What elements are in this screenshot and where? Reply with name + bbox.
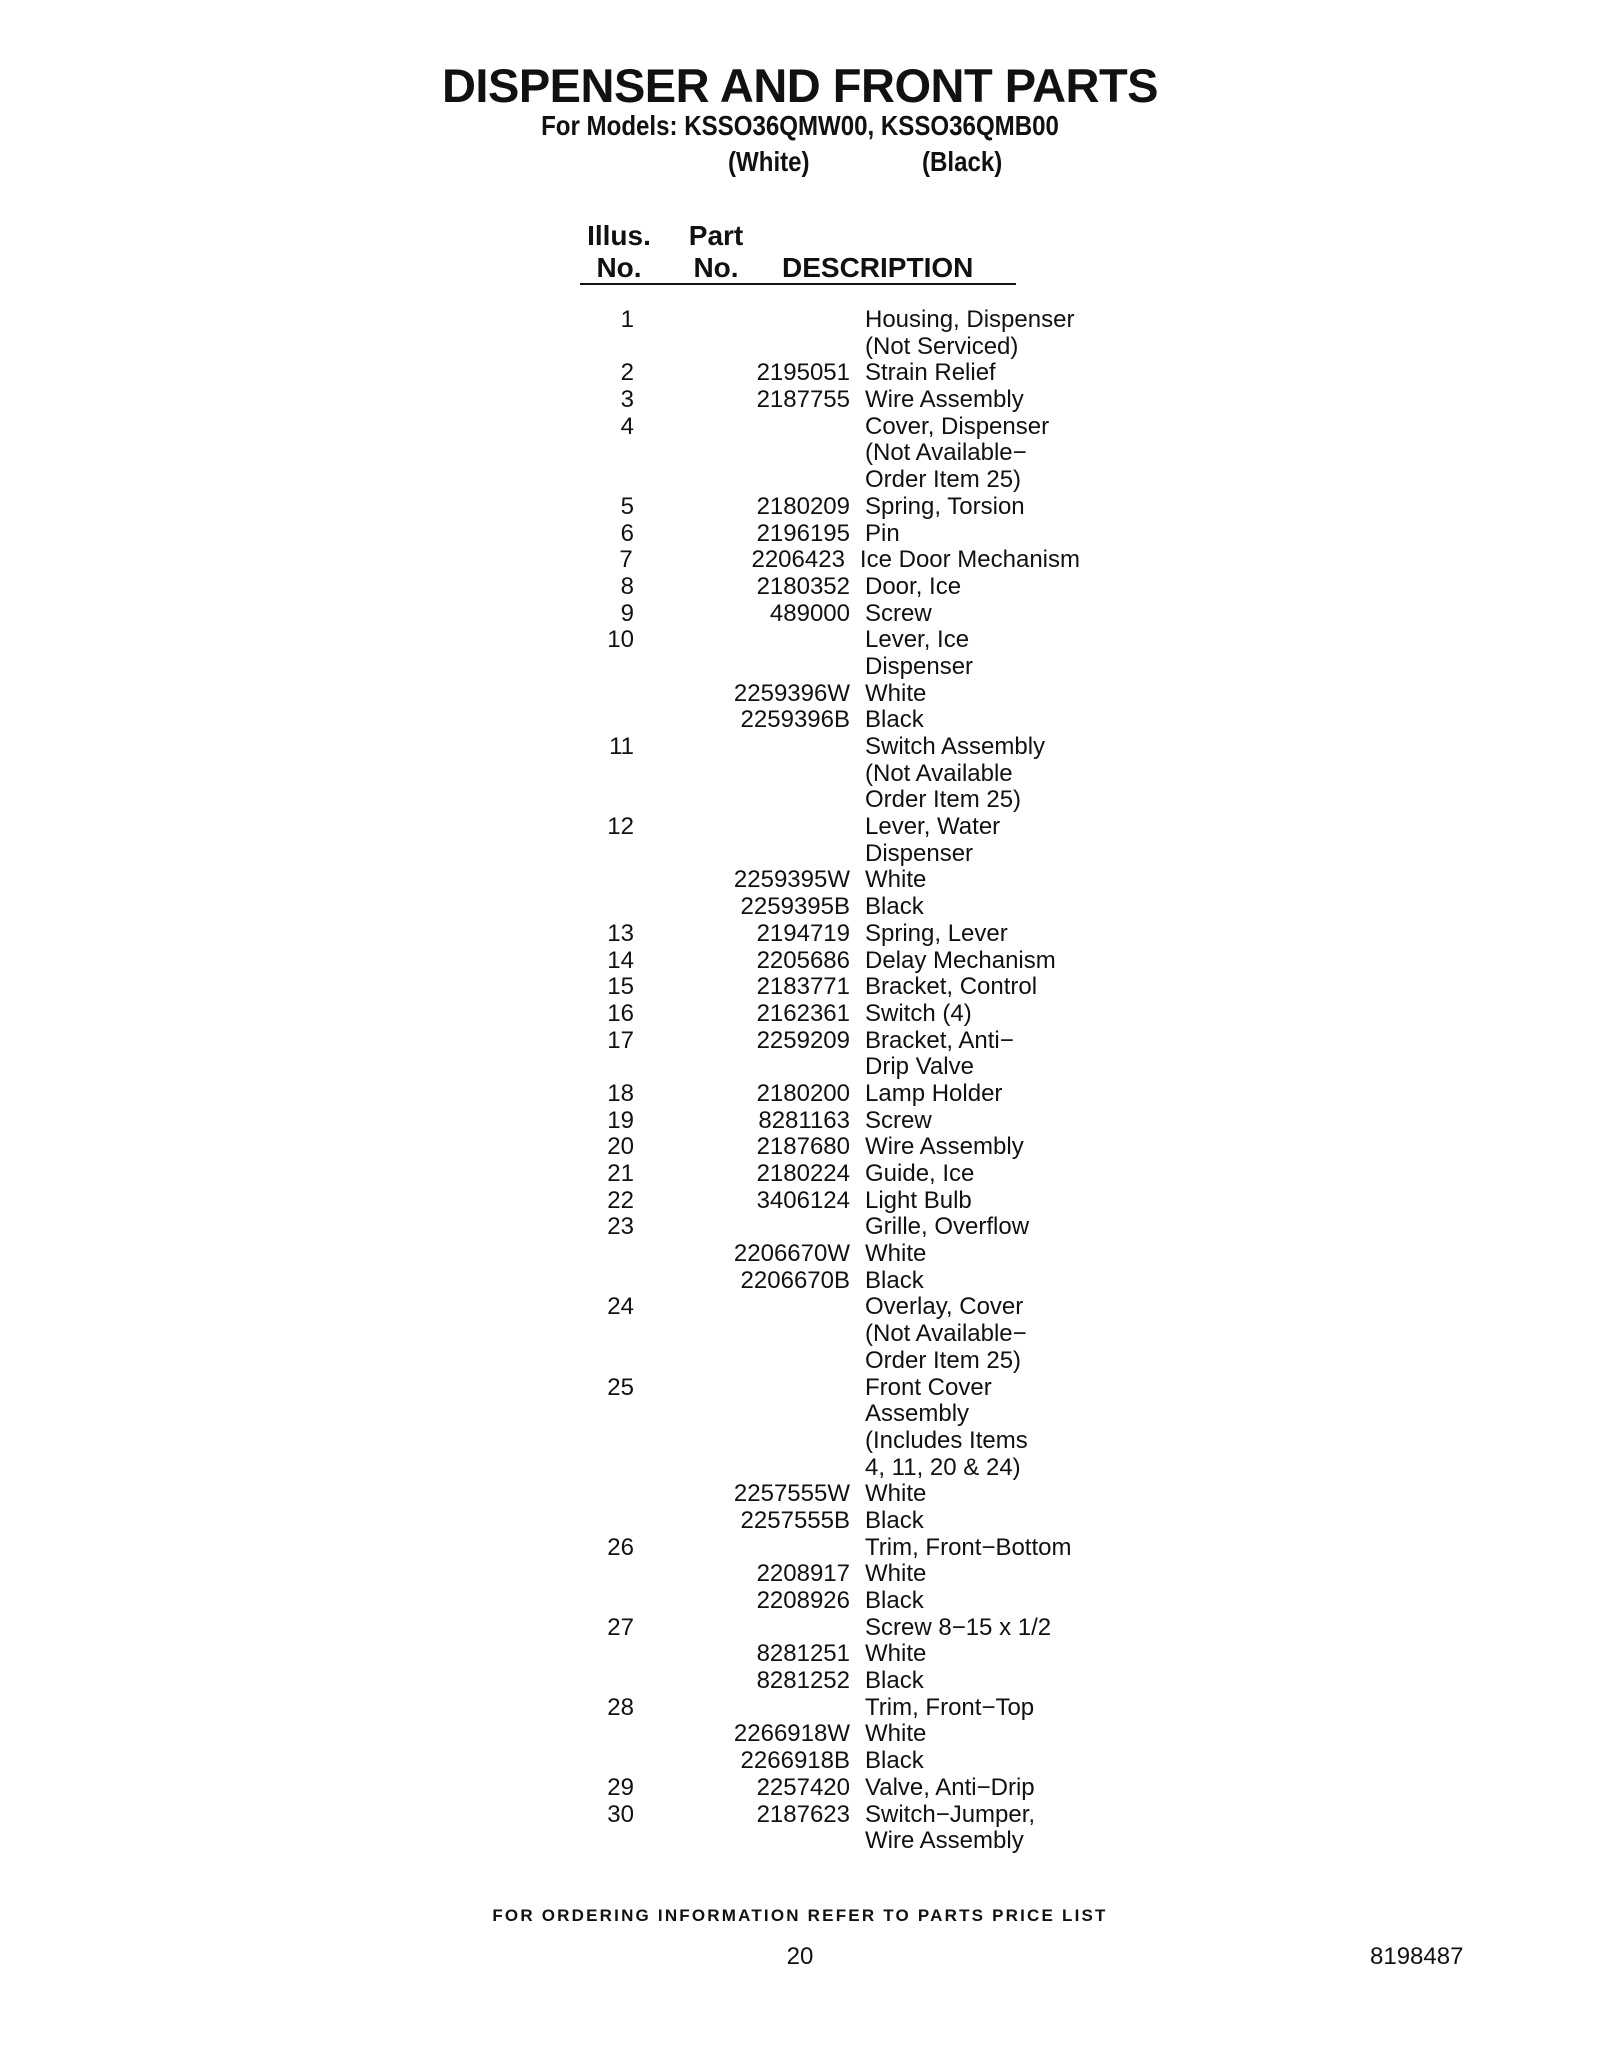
part-no-cell: 2183771 [756, 973, 850, 1001]
parts-row [560, 867, 1080, 894]
description-cell: Black [865, 1506, 924, 1534]
description-cell: White [865, 1640, 927, 1668]
illus-no-cell: 24 [607, 1293, 634, 1321]
variant-black-label: (Black) [922, 146, 1003, 177]
description-cell: Wire Assembly [865, 1827, 1024, 1855]
parts-row [560, 1748, 1080, 1775]
illus-no-cell [560, 841, 634, 868]
description-cell: Switch (4) [865, 999, 972, 1027]
part-no-cell: 2208917 [756, 1560, 850, 1588]
part-no-cell: 2205686 [756, 946, 850, 974]
parts-row [560, 1508, 1080, 1535]
illus-no-cell: 3 [620, 386, 634, 414]
parts-row [560, 1001, 1080, 1028]
description-cell: White [865, 1560, 927, 1588]
part-no-cell [634, 841, 850, 868]
description-cell: Wire Assembly [865, 1133, 1024, 1161]
illus-no-cell: 17 [607, 1026, 634, 1054]
parts-row [560, 948, 1080, 975]
part-no-cell: 2257555B [740, 1506, 850, 1534]
part-no-cell [634, 467, 850, 494]
illus-no-cell: 8 [620, 572, 634, 600]
part-no-cell: 2257555W [733, 1480, 850, 1508]
parts-row [560, 1535, 1080, 1562]
part-no-cell: 2196195 [756, 519, 850, 547]
description-cell: Guide, Ice [865, 1160, 975, 1187]
part-no-cell: 2194719 [756, 919, 850, 947]
illus-no-cell: 21 [607, 1160, 634, 1187]
description-cell: Light Bulb [865, 1186, 972, 1214]
description-cell: Black [865, 1266, 924, 1294]
variant-white-label: (White) [728, 146, 810, 177]
part-no-cell: 489000 [769, 599, 850, 627]
description-cell: Overlay, Cover [865, 1293, 1024, 1321]
parts-row [560, 1348, 1080, 1375]
illus-no-cell: 2 [620, 359, 634, 387]
parts-row [560, 1108, 1080, 1135]
column-header-part-no: No. [693, 252, 739, 283]
part-no-cell [634, 1455, 850, 1482]
parts-row [560, 1828, 1080, 1855]
illus-no-cell: 30 [607, 1800, 634, 1828]
parts-row [560, 494, 1080, 521]
parts-row [560, 387, 1080, 414]
part-no-cell: 2180224 [756, 1160, 850, 1187]
parts-row [560, 1428, 1080, 1455]
illus-no-cell: 9 [620, 599, 634, 627]
parts-row [560, 521, 1080, 548]
ordering-note: FOR ORDERING INFORMATION REFER TO PARTS PRICE LIST [492, 1906, 1108, 1925]
description-cell: (Not Available− [865, 1320, 1027, 1348]
illus-no-cell [560, 1455, 634, 1482]
part-no-cell [634, 414, 850, 441]
description-cell: Screw [865, 1106, 932, 1134]
parts-row [560, 1294, 1080, 1321]
illus-no-cell: 14 [607, 946, 634, 974]
parts-row [560, 894, 1080, 921]
description-cell: Assembly [865, 1400, 970, 1428]
part-no-cell [634, 1321, 850, 1348]
illus-no-cell: 18 [607, 1079, 634, 1107]
parts-row [560, 974, 1080, 1001]
part-no-cell [634, 334, 850, 361]
description-cell: (Not Available− [865, 439, 1027, 467]
description-cell: Black [865, 1667, 924, 1695]
illus-no-cell: 23 [607, 1213, 634, 1241]
parts-row [560, 1668, 1080, 1695]
parts-row [560, 1188, 1080, 1215]
parts-row [560, 414, 1080, 441]
description-cell: White [865, 1720, 927, 1748]
description-cell: Delay Mechanism [865, 946, 1056, 974]
part-no-cell [634, 1348, 850, 1375]
illus-no-cell: 28 [607, 1693, 634, 1721]
parts-row [560, 707, 1080, 734]
part-no-cell [634, 307, 850, 334]
part-no-cell: 2259395B [740, 893, 850, 921]
description-cell: 4, 11, 20 & 24) [865, 1453, 1021, 1481]
parts-row [560, 814, 1080, 841]
description-cell: Black [865, 893, 924, 921]
description-cell: Door, Ice [865, 572, 962, 600]
illus-no-cell: 29 [607, 1773, 634, 1801]
illus-no-cell [560, 1401, 634, 1428]
description-cell: Grille, Overflow [865, 1213, 1030, 1241]
illus-no-cell: 19 [607, 1106, 634, 1134]
parts-row [560, 654, 1080, 681]
part-no-cell [634, 1615, 850, 1642]
illus-no-cell: 15 [607, 973, 634, 1001]
part-no-cell: 2187680 [756, 1133, 850, 1161]
part-no-cell [634, 761, 850, 788]
illus-no-cell: 7 [619, 546, 633, 574]
description-cell: White [865, 1240, 927, 1268]
part-no-cell [634, 1054, 850, 1081]
illus-no-cell: 27 [607, 1613, 634, 1641]
part-no-cell: 2180200 [756, 1079, 850, 1107]
description-cell: Screw 8−15 x 1/2 [865, 1613, 1052, 1641]
illus-no-cell: 20 [607, 1133, 634, 1161]
part-no-cell: 2259396W [733, 679, 850, 707]
part-no-cell [634, 787, 850, 814]
document-number: 8198487 [1370, 1943, 1464, 1970]
description-cell: Front Cover [865, 1373, 992, 1401]
part-no-cell [634, 1828, 850, 1855]
parts-row [560, 921, 1080, 948]
parts-list [560, 307, 1080, 1855]
illus-no-cell: 6 [620, 519, 634, 547]
part-no-cell: 8281251 [756, 1640, 850, 1668]
part-no-cell: 2208926 [756, 1587, 850, 1614]
illus-no-cell [560, 1348, 634, 1375]
description-cell: (Includes Items [865, 1426, 1028, 1454]
description-cell: Trim, Front−Top [865, 1693, 1035, 1721]
illus-no-cell [560, 761, 634, 788]
description-cell: Black [865, 1747, 924, 1775]
parts-row [560, 1054, 1080, 1081]
part-no-cell: 2259396B [740, 706, 850, 734]
description-cell: Switch Assembly [865, 733, 1046, 760]
part-no-cell: 2259395W [733, 866, 850, 894]
illus-no-cell: 16 [607, 999, 634, 1027]
illus-no-cell [560, 707, 634, 734]
description-cell: Bracket, Anti− [865, 1026, 1014, 1054]
part-no-cell: 2195051 [756, 359, 850, 387]
description-cell: Black [865, 706, 924, 734]
description-cell: Bracket, Control [865, 973, 1038, 1001]
part-no-cell: 2266918B [740, 1747, 850, 1775]
parts-row [560, 787, 1080, 814]
column-header-illus-no: No. [596, 252, 642, 283]
parts-row [560, 547, 1080, 574]
part-no-cell [634, 1695, 850, 1722]
illus-no-cell [560, 894, 634, 921]
description-cell: Dispenser [865, 652, 974, 680]
parts-row [560, 1214, 1080, 1241]
part-no-cell [634, 814, 850, 841]
illus-no-cell: 13 [607, 919, 634, 947]
part-no-cell [634, 1535, 850, 1562]
part-no-cell [634, 627, 850, 654]
part-no-cell: 3406124 [756, 1186, 850, 1214]
parts-row [560, 1695, 1080, 1722]
description-cell: Pin [865, 519, 900, 547]
parts-row [560, 1455, 1080, 1482]
part-no-cell [634, 1428, 850, 1455]
illus-no-cell [560, 334, 634, 361]
illus-no-cell [560, 1241, 634, 1268]
column-header-description: DESCRIPTION [782, 252, 974, 283]
description-cell: White [865, 1480, 927, 1508]
description-cell: Switch−Jumper, [865, 1800, 1036, 1828]
illus-no-cell [560, 467, 634, 494]
description-cell: Wire Assembly [865, 386, 1024, 414]
illus-no-cell [560, 654, 634, 681]
illus-no-cell: 4 [620, 412, 634, 440]
illus-no-cell [560, 867, 634, 894]
description-cell: (Not Available [865, 759, 1013, 787]
part-no-cell [634, 1294, 850, 1321]
part-no-cell: 2187623 [756, 1800, 850, 1828]
description-cell: Dispenser [865, 839, 974, 867]
parts-row [560, 467, 1080, 494]
description-cell: Screw [865, 599, 932, 627]
parts-row [560, 1401, 1080, 1428]
page-number: 20 [786, 1943, 814, 1970]
illus-no-cell: 26 [607, 1533, 634, 1561]
parts-row [560, 734, 1080, 761]
description-cell: Valve, Anti−Drip [865, 1773, 1035, 1801]
description-cell: White [865, 679, 927, 707]
part-no-cell [634, 440, 850, 467]
parts-row [560, 1241, 1080, 1268]
illus-no-cell [560, 1668, 634, 1695]
part-no-cell: 2259209 [756, 1026, 850, 1054]
column-header-illus: Illus. [587, 220, 651, 251]
parts-row [560, 1081, 1080, 1108]
parts-row [560, 1375, 1080, 1402]
illus-no-cell [560, 1748, 634, 1775]
illus-no-cell: 1 [620, 306, 634, 333]
description-cell: Spring, Lever [865, 919, 1008, 947]
part-no-cell: 8281163 [758, 1106, 850, 1134]
description-cell: Lever, Water [865, 813, 1001, 841]
illus-no-cell [560, 1641, 634, 1668]
parts-row [560, 1481, 1080, 1508]
illus-no-cell: 12 [607, 813, 634, 841]
part-no-cell: 2180209 [756, 492, 850, 520]
parts-row [560, 1615, 1080, 1642]
description-cell: Black [865, 1587, 924, 1614]
description-cell: Strain Relief [865, 359, 996, 387]
models-line: For Models: KSSO36QMW00, KSSO36QMB00 [541, 110, 1059, 141]
illus-no-cell [560, 1054, 634, 1081]
parts-row [560, 360, 1080, 387]
description-cell: Order Item 25) [865, 466, 1022, 494]
part-no-cell: 2206670B [740, 1266, 850, 1294]
illus-no-cell [560, 787, 634, 814]
parts-row [560, 307, 1080, 334]
parts-row [560, 334, 1080, 361]
illus-no-cell: 25 [607, 1373, 634, 1401]
part-no-cell [634, 1375, 850, 1402]
part-no-cell: 8281252 [756, 1667, 850, 1695]
parts-row [560, 1161, 1080, 1188]
illus-no-cell [560, 1828, 634, 1855]
page-title: DISPENSER AND FRONT PARTS [441, 59, 1159, 112]
description-cell: Cover, Dispenser [865, 412, 1050, 440]
parts-row [560, 574, 1080, 601]
part-no-cell [634, 654, 850, 681]
parts-row [560, 601, 1080, 628]
part-no-cell: 2187755 [756, 386, 850, 414]
parts-row [560, 1588, 1080, 1615]
part-no-cell: 2257420 [756, 1773, 850, 1801]
part-no-cell [634, 1401, 850, 1428]
illus-no-cell [560, 1428, 634, 1455]
illus-no-cell [560, 1321, 634, 1348]
part-no-cell [634, 1214, 850, 1241]
parts-row [560, 1028, 1080, 1055]
parts-row [560, 1321, 1080, 1348]
description-cell: Order Item 25) [865, 1346, 1022, 1374]
description-cell: Housing, Dispenser [865, 306, 1075, 333]
description-cell: Lamp Holder [865, 1079, 1003, 1107]
parts-row [560, 1775, 1080, 1802]
part-no-cell: 2180352 [756, 572, 850, 600]
description-cell: Spring, Torsion [865, 492, 1025, 520]
parts-row [560, 627, 1080, 654]
column-header-part: Part [688, 220, 744, 251]
part-no-cell: 2162361 [756, 999, 850, 1027]
part-no-cell: 2206423 [751, 546, 845, 574]
illus-no-cell: 10 [607, 626, 634, 654]
illus-no-cell: 22 [607, 1186, 634, 1214]
illus-no-cell [560, 1561, 634, 1588]
description-cell: Lever, Ice [865, 626, 970, 654]
description-cell: Trim, Front−Bottom [865, 1533, 1072, 1561]
illus-no-cell [560, 1508, 634, 1535]
illus-no-cell: 5 [620, 492, 634, 520]
illus-no-cell [560, 1268, 634, 1295]
parts-row [560, 681, 1080, 708]
parts-row [560, 1802, 1080, 1829]
part-no-cell [634, 734, 850, 761]
description-cell: Drip Valve [865, 1053, 974, 1081]
part-no-cell: 2266918W [733, 1720, 850, 1748]
illus-no-cell [560, 1588, 634, 1615]
illus-no-cell [560, 440, 634, 467]
header-divider [580, 283, 1016, 285]
illus-no-cell [560, 1481, 634, 1508]
parts-row [560, 440, 1080, 467]
illus-no-cell [560, 681, 634, 708]
parts-row [560, 1268, 1080, 1295]
parts-row [560, 1134, 1080, 1161]
description-cell: Ice Door Mechanism [859, 546, 1080, 574]
parts-row [560, 841, 1080, 868]
part-no-cell: 2206670W [733, 1240, 850, 1268]
description-cell: Order Item 25) [865, 786, 1022, 814]
parts-row [560, 761, 1080, 788]
description-cell: White [865, 866, 927, 894]
description-cell: (Not Serviced) [865, 332, 1019, 360]
parts-row [560, 1721, 1080, 1748]
illus-no-cell: 11 [609, 733, 634, 760]
parts-row [560, 1561, 1080, 1588]
parts-row [560, 1641, 1080, 1668]
illus-no-cell [560, 1721, 634, 1748]
